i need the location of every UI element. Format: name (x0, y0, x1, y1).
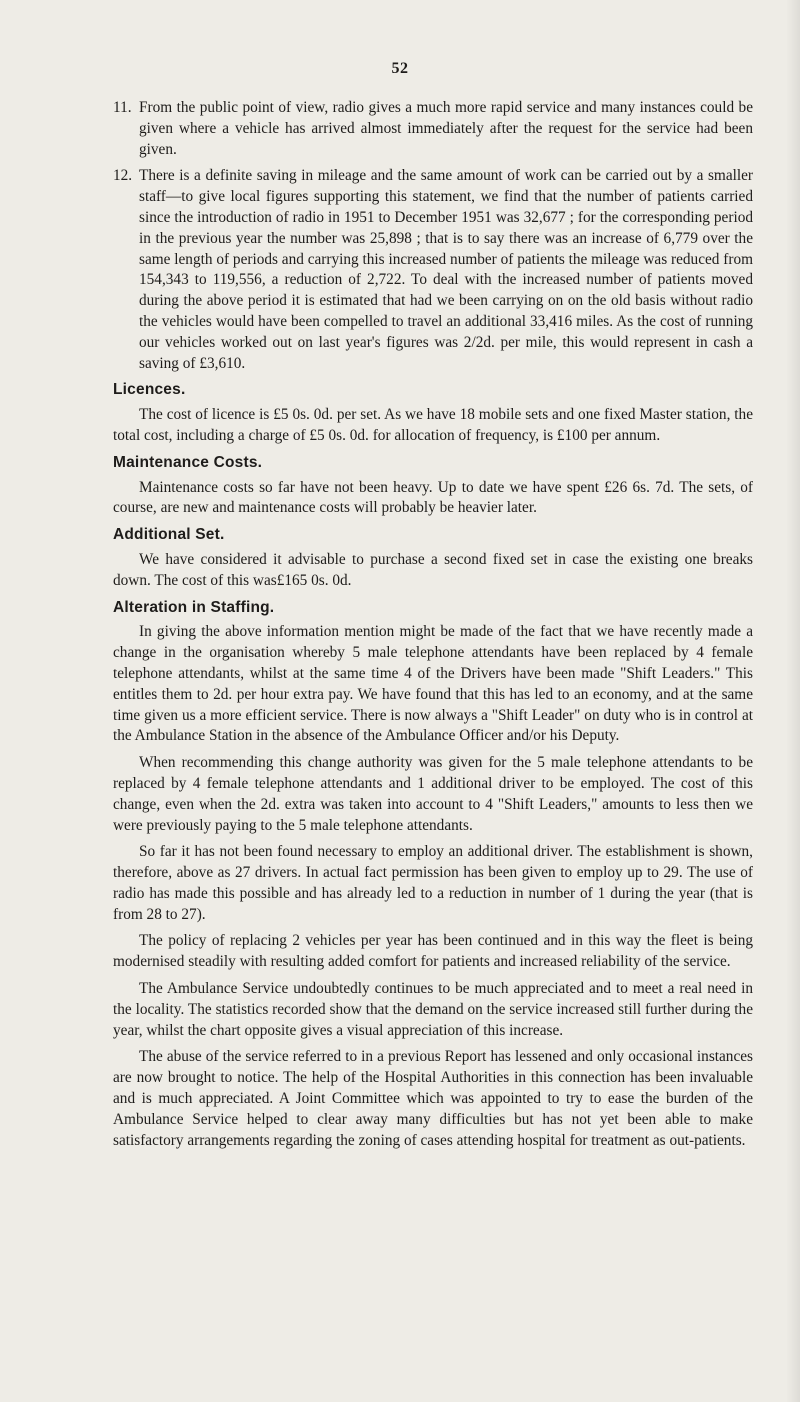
staffing-paragraph: So far it has not been found necessary to employ an additional driver. The establishment is shown, therefore, above as 27 drivers. In actual fact permission has been given to employ up to 29. The use of radio has made this possible and has already led to a reduction in number of 1 during the year (that is from 28 to 27). (113, 843, 753, 923)
paragraph-text: There is a definite saving in mileage and the same amount of work can be carried out by a smaller staff—to give local figures supporting this statement, we find that the number of patients carried since the introduction of radio in 1951 to December 1951 was 32,677 ; for the corresponding period in the previous year the number was 25,898 ; that is to say there was an increase of 6,779 over the same length of periods and carrying this increased number of patients the mileage was reduced from 154,343 to 119,556, a reduction of 2,722. To deal with the increased number of patients moved during the above period it is estimated that had we been carrying on on the old basis without radio the vehicles would have been compelled to travel an additional 33,416 miles. As the cost of running our vehicles worked out on last year's figures was 2/2d. per mile, this would represent in cash a saving of £3,610. (139, 167, 753, 372)
paragraph-text: From the public point of view, radio gives a much more rapid service and many instances could be given where a vehicle has arrived almost immediately after the request for the service had been given. (139, 99, 753, 158)
page-body (113, 98, 753, 1157)
staffing-paragraph: The policy of replacing 2 vehicles per year has been continued and in this way the fleet is being modernised steadily with resulting added comfort for patients and increased reliability of the service. (113, 932, 753, 971)
licences-paragraph: The cost of licence is £5 0s. 0d. per set. As we have 18 mobile sets and one fixed Master station, the total cost, including a charge of £5 0s. 0d. for allocation of frequency, is £100 per annum. (113, 406, 753, 444)
section-heading-maintenance-costs: Maintenance Costs. (113, 453, 263, 471)
numbered-paragraph-12 (113, 166, 753, 374)
section-heading-licences: Licences. (113, 381, 186, 399)
section-heading-additional-set: Additional Set. (113, 526, 225, 544)
maintenance-paragraph: Maintenance costs so far have not been heavy. Up to date we have spent £26 6s. 7d. The sets, of course, are new and maintenance costs will probably be heavier later. (113, 478, 753, 517)
page-number: 52 (391, 60, 409, 77)
staffing-paragraph: When recommending this change authority was given for the 5 male telephone attendants to be replaced by 4 female telephone attendants and 1 additional driver to be employed. The cost of this change, even when the 2d. extra was taken into account to 4 "Shift Leaders," amounts to less then we were previously paying to the 5 male telephone attendants. (113, 754, 753, 834)
paragraph-number: 11. (113, 99, 132, 116)
staffing-paragraph: The Ambulance Service undoubtedly continues to be much appreciated and to meet a real need in the locality. The statistics recorded show that the demand on the service increased still further during the year, whilst the chart opposite gives a visual appreciation of this increase. (113, 980, 753, 1039)
paragraph-number: 12. (113, 167, 133, 185)
additional-set-paragraph: We have considered it advisable to purchase a second fixed set in case the existing one breaks down. The cost of this was£165 0s. 0d. (113, 550, 753, 589)
section-heading-alteration-in-staffing: Alteration in Staffing. (113, 598, 275, 616)
page-edge-shadow (786, 0, 800, 1402)
numbered-paragraph-11 (113, 98, 753, 160)
staffing-paragraph: In giving the above information mention might be made of the fact that we have recently made a change in the organisation whereby 5 male telephone attendants have been replaced by 4 female telephone attendants, whilst at the same time 4 of the Drivers have been made "Shift Leaders." This entitles them to 2d. per hour extra pay. We have found that this has led to an economy, and at the same time given us a more efficient service. There is now always a "Shift Leader" on duty who is in control at the Ambulance Station in the absence of the Ambulance Officer and/or his Deputy. (113, 623, 753, 745)
staffing-paragraph: The abuse of the service referred to in a previous Report has lessened and only occasional instances are now brought to notice. The help of the Hospital Authorities in this connection has been invaluable and is much appreciated. A Joint Committee which was appointed to try to ease the burden of the Ambulance Service helped to clear away many difficulties but has not yet been able to make satisfactory arrangements regarding the zoning of cases attending hospital for treatment as out-patients. (113, 1048, 753, 1149)
